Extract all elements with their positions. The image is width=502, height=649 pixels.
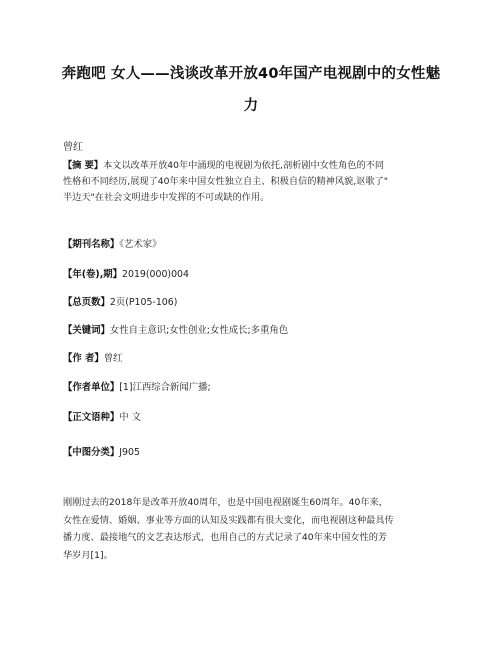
article-title-line-1: 奔跑吧 女人——浅谈改革开放40年国产电视剧中的女性魅 — [61, 66, 441, 82]
field-value: 中 文 — [119, 412, 141, 423]
field-value: 2页(P105-106) — [109, 297, 178, 308]
field-value: J905 — [119, 447, 140, 458]
field-value: 女性自主意识;女性创业;女性成长;多重角色 — [109, 325, 289, 336]
field-label: 【作 者】 — [63, 353, 104, 364]
field-authors — [63, 350, 123, 364]
field-label: 【中图分类】 — [63, 447, 120, 458]
body-paragraph — [63, 494, 453, 564]
body-line: 华岁月[1]。 — [63, 549, 113, 561]
field-value: 2019(000)004 — [122, 269, 189, 280]
field-label: 【总页数】 — [63, 297, 110, 308]
abstract-line: 性格和不同经历,展现了40年来中国女性独立自主、积极自信的精神风貌,讴歌了" — [63, 176, 388, 187]
field-label: 【关键词】 — [63, 325, 110, 336]
body-line: 播力度、最接地气的文艺表达形式，也用自己的方式记录了40年来中国女性的芳 — [63, 532, 388, 543]
abstract-text: 本文以改革开放40年中涌现的电视剧为依托,剖析剧中女性角色的不同 — [102, 160, 385, 171]
field-author-affiliation — [63, 379, 211, 393]
field-keywords — [63, 322, 288, 336]
field-label: 【正文语种】 — [63, 412, 120, 423]
abstract — [63, 158, 443, 206]
field-label: 【年(卷),期】 — [63, 269, 123, 280]
field-classification — [63, 444, 140, 458]
field-label: 【期刊名称】 — [63, 239, 120, 250]
field-journal-name — [63, 236, 161, 250]
field-language — [63, 409, 141, 423]
field-page-count — [63, 294, 177, 308]
article-title-line-2: 力 — [243, 98, 259, 114]
field-year-volume-issue — [63, 266, 189, 280]
author-name: 曾红 — [63, 142, 83, 153]
abstract-line: 半边天"在社会文明进步中发挥的不可或缺的作用。 — [63, 192, 270, 203]
field-value: 曾红 — [103, 353, 123, 364]
abstract-line — [63, 158, 443, 174]
abstract-label: 【摘 要】 — [63, 160, 103, 171]
body-line: 刚刚过去的2018年是改革开放40周年，也是中国电视剧诞生60周年。40年来， — [63, 497, 388, 508]
field-value: [1]江西综合新闻广播; — [119, 382, 211, 393]
body-line: 女性在爱情、婚姻、事业等方面的认知及实践都有很大变化，而电视剧这种最具传 — [63, 514, 394, 526]
field-value: 《艺术家》 — [119, 239, 162, 250]
field-label: 【作者单位】 — [63, 382, 120, 393]
